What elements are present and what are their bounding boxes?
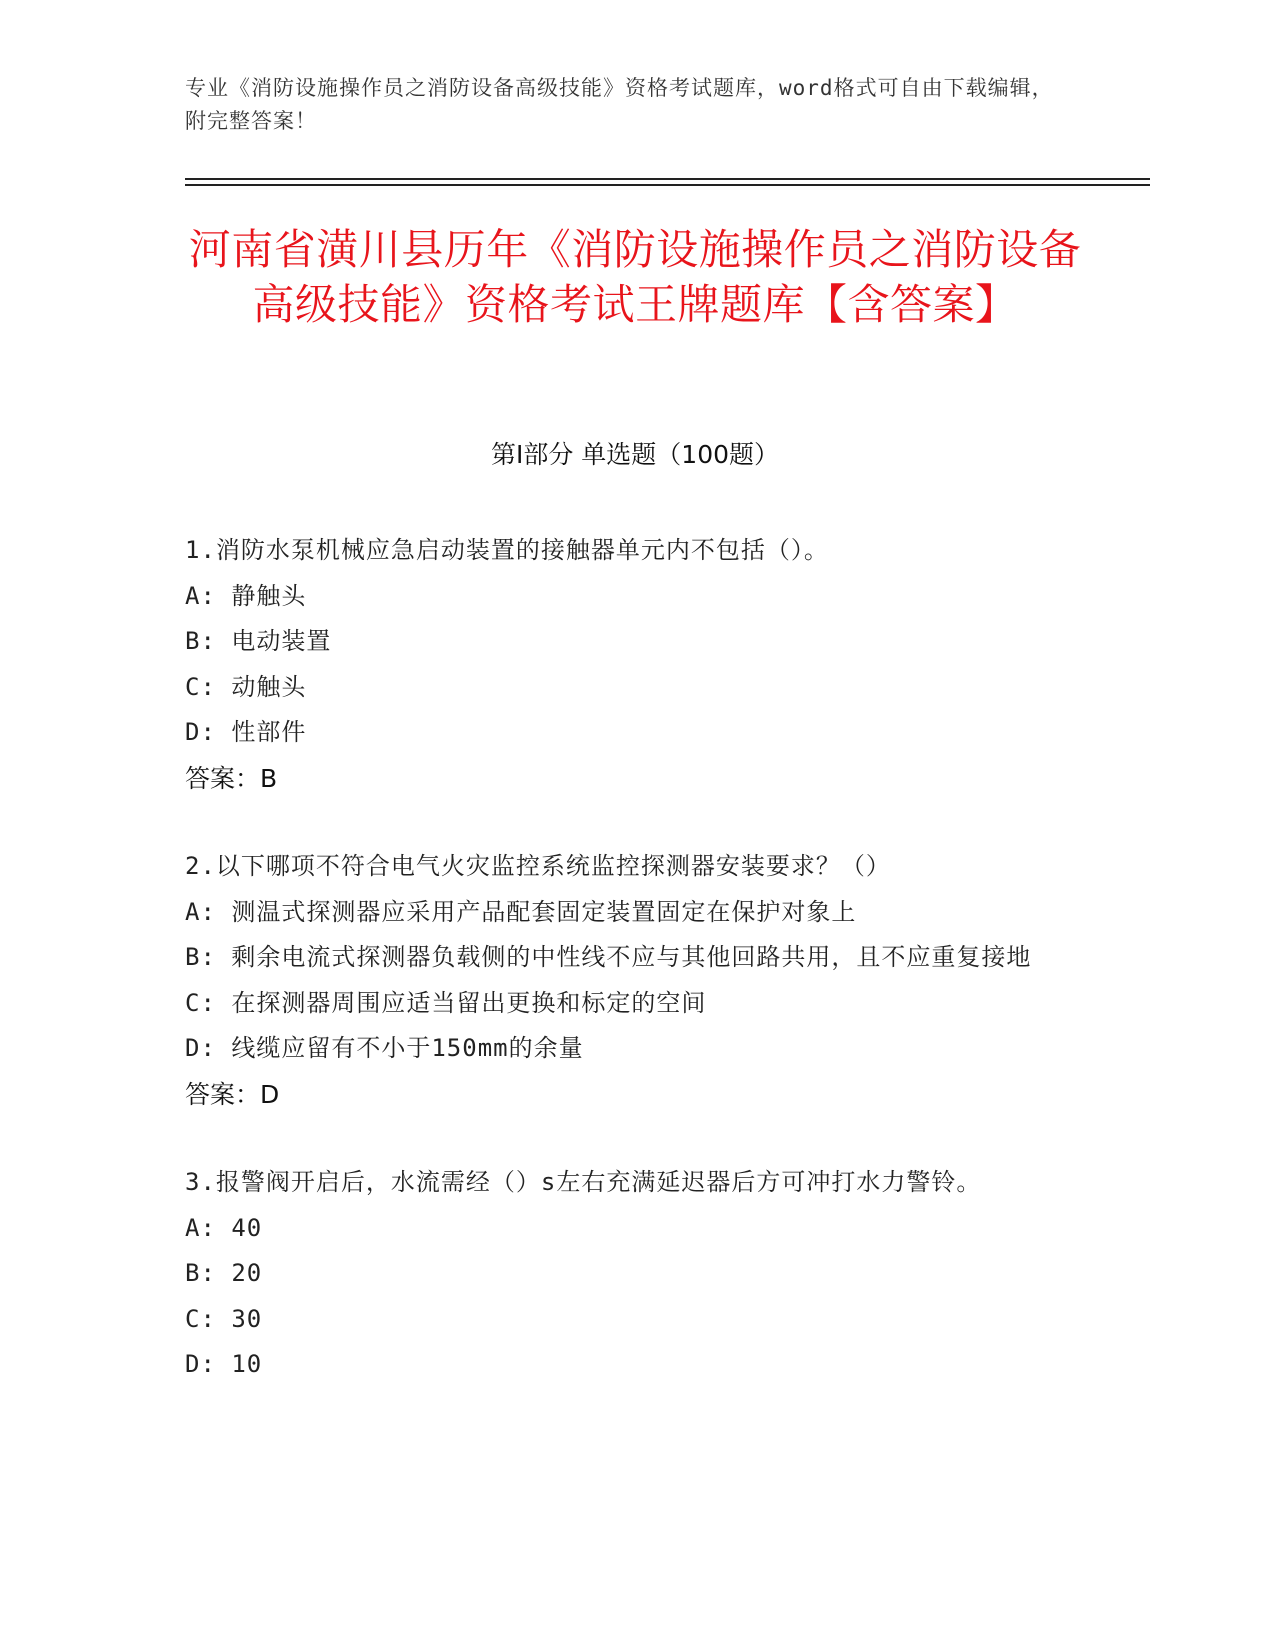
question-text: 2.以下哪项不符合电气火灾监控系统监控探测器安装要求？（） xyxy=(185,852,891,880)
answer: 答案：B xyxy=(185,763,278,793)
option-d: D: 线缆应留有不小于150mm的余量 xyxy=(185,1034,584,1062)
question-list xyxy=(185,528,1075,1431)
option-a: A: 40 xyxy=(185,1213,263,1242)
question-2 xyxy=(185,844,1075,1117)
header-rule-top xyxy=(185,178,1150,180)
option-c: C: 30 xyxy=(185,1304,263,1333)
option-b: B: 20 xyxy=(185,1259,263,1287)
option-d: D: 10 xyxy=(185,1350,263,1378)
question-1 xyxy=(185,528,1075,801)
option-d: D: 性部件 xyxy=(185,718,307,746)
option-a: A: 静触头 xyxy=(185,581,307,610)
option-a: A: 测温式探测器应采用产品配套固定装置固定在保护对象上 xyxy=(185,897,857,926)
answer: 答案：D xyxy=(185,1079,280,1109)
question-3 xyxy=(185,1160,1075,1388)
header-rule-bottom xyxy=(185,184,1150,186)
question-text: 1.消防水泵机械应急启动装置的接触器单元内不包括（）。 xyxy=(185,536,829,564)
section-title: 第I部分 单选题（100题） xyxy=(490,440,780,469)
question-text: 3.报警阀开启后，水流需经（）s左右充满延迟器后方可冲打水力警铃。 xyxy=(185,1168,982,1196)
option-c: C: 在探测器周围应适当留出更换和标定的空间 xyxy=(185,988,707,1017)
option-b: B: 电动装置 xyxy=(185,627,332,655)
header-note: 专业《消防设施操作员之消防设备高级技能》资格考试题库，word格式可自由下载编辑，附完整答案！ xyxy=(185,76,1054,133)
option-b: B: 剩余电流式探测器负载侧的中性线不应与其他回路共用，且不应重复接地 xyxy=(185,943,1032,971)
option-c: C: 动触头 xyxy=(185,672,307,701)
document-title: 河南省潢川县历年《消防设施操作员之消防设备高级技能》资格考试王牌题库【含答案】 xyxy=(188,225,1082,329)
